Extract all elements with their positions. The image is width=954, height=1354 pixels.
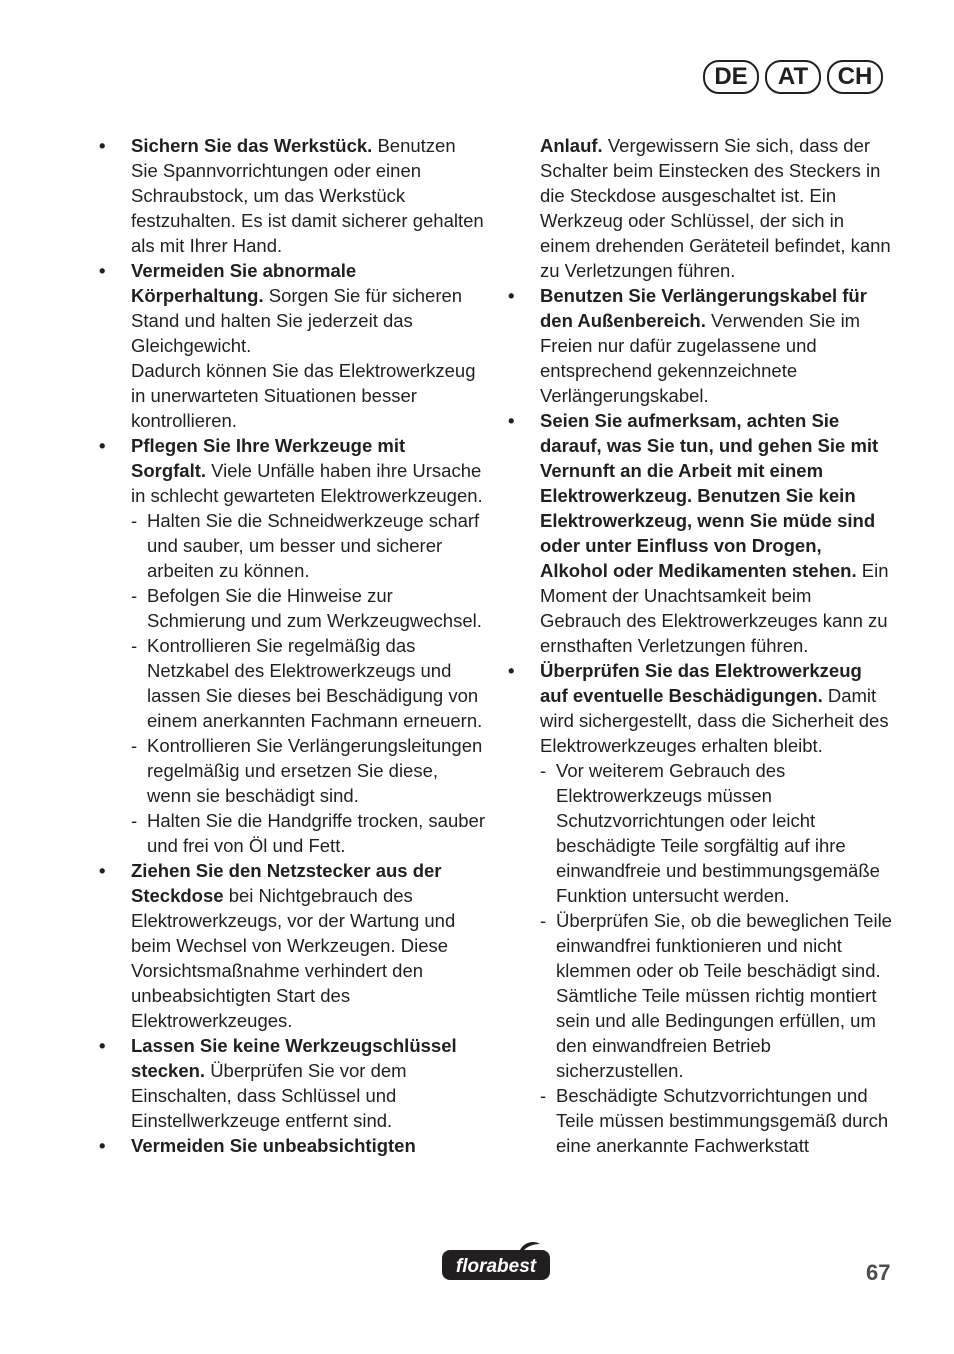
list-item-secure-workpiece [99, 133, 485, 258]
item-text-extra: Dadurch können Sie das Elektrowerkzeug in unerwarteten Situationen besser kontrollieren. [131, 360, 476, 431]
sub-item-text: Befolgen Sie die Hinweise zur Schmierung und zum Werkzeugwechsel. [147, 585, 482, 631]
sub-item-text: Kontrollieren Sie regelmäßig das Netzkabel des Elektrowerkzeugs und lassen Sie dieses bei Beschädigung von einem anerkannten Fachmann erneuern. [147, 635, 483, 731]
list-item-posture [99, 258, 485, 433]
sub-item [131, 508, 485, 583]
sub-item-text: Vor weiterem Gebrauch des Elektrowerkzeugs müssen Schutzvorrichtungen oder leicht beschädigte Teile sorgfältig auf ihre einwandfreie und bestimmungsgemäße Funktion untersucht werden. [556, 760, 880, 906]
badge-ch: CH [827, 60, 883, 94]
bullet-icon: • [508, 660, 515, 681]
leaf-icon [520, 1242, 540, 1250]
list-item-maintain-tools [99, 433, 485, 858]
left-column [99, 133, 485, 1158]
list-item-check-damage [508, 658, 892, 1158]
dash-icon: - [131, 735, 138, 756]
list-item-extension-cable [508, 283, 892, 408]
item-heading: Lassen Sie keine Werkzeugschlüssel stecken. [131, 1035, 457, 1081]
item-heading: Sichern Sie das Werkstück. [131, 135, 373, 156]
item-text: Vergewissern Sie sich, dass der Schalter beim Einstecken des Steckers in die Steckdose ausgeschaltet ist. Ein Werkzeug oder Schlüssel, der sich in einem drehenden Geräteteil befindet, kann zu Verletzungen führen. [540, 135, 891, 281]
page-number: 67 [866, 1260, 891, 1285]
item-heading: Seien Sie aufmerksam, achten Sie darauf, was Sie tun, und gehen Sie mit Vernunft an die Arbeit mit einem Elektrowerkzeug. Benutzen Sie kein Elektrowerkzeug, wenn Sie müde sind oder unter Einfluss von Drogen, Alkohol oder Medikamenten stehen. [540, 410, 879, 581]
item-heading: Benutzen Sie Verlängerungskabel für den Außenbereich. [540, 285, 867, 331]
logo-text: florabest [455, 1256, 537, 1277]
dash-icon: - [540, 910, 547, 931]
sub-item [131, 633, 485, 733]
item-text: Ein Moment der Unachtsamkeit beim Gebrauch des Elektrowerkzeuges kann zu ernsthaften Verletzungen führen. [540, 560, 889, 656]
bullet-icon: • [508, 285, 515, 306]
sub-item-text: Beschädigte Schutzvorrichtungen und Teile müssen bestimmungsgemäß durch eine anerkannte Fachwerkstatt [556, 1085, 889, 1156]
bullet-icon: • [99, 860, 106, 881]
bullet-icon: • [99, 1035, 106, 1056]
country-badges [703, 60, 883, 94]
item-heading: Vermeiden Sie abnormale Körperhaltung. [131, 260, 357, 306]
right-column [508, 133, 892, 1158]
dash-icon: - [540, 760, 547, 781]
dash-icon: - [540, 1085, 547, 1106]
bullet-icon: • [508, 410, 515, 431]
list-item-be-attentive [508, 408, 892, 658]
item-text: Sorgen Sie für sicheren Stand und halten Sie jederzeit das Gleichgewicht. [131, 285, 463, 356]
sub-item [540, 758, 892, 908]
item-text: Überprüfen Sie vor dem Einschalten, dass Schlüssel und Einstellwerkzeuge entfernt sind. [131, 1060, 407, 1131]
badge-de: DE [703, 60, 759, 94]
item-text: Verwenden Sie im Freien nur dafür zugelassene und entsprechend gekennzeichnete Verlängerungskabel. [540, 310, 861, 406]
dash-icon: - [131, 635, 138, 656]
bullet-icon: • [99, 435, 106, 456]
sub-item-text: Halten Sie die Schneidwerkzeuge scharf und sauber, um besser und sicherer arbeiten zu können. [147, 510, 480, 581]
item-text: Viele Unfälle haben ihre Ursache in schlecht gewarteten Elektrowerkzeugen. [131, 460, 483, 506]
item-heading: Anlauf. [540, 135, 603, 156]
item-heading: Pflegen Sie Ihre Werkzeuge mit Sorgfalt. [131, 435, 406, 481]
bullet-icon: • [99, 135, 106, 156]
florabest-logo [440, 1240, 552, 1284]
list-item-avoid-start-continued [508, 133, 892, 283]
sub-item [131, 808, 485, 858]
bullet-icon: • [99, 260, 106, 281]
list-item-unplug [99, 858, 485, 1033]
bullet-icon: • [99, 1135, 106, 1156]
item-heading: Vermeiden Sie unbeabsichtigten [131, 1135, 416, 1156]
dash-icon: - [131, 510, 138, 531]
list-item-remove-keys [99, 1033, 485, 1133]
sub-item [540, 1083, 892, 1158]
item-text: bei Nichtgebrauch des Elektrowerkzeugs, vor der Wartung und beim Wechsel von Werkzeugen. Diese Vorsichtsmaßnahme verhindert den unbeabsichtigten Start des Elektrowerkzeuges. [131, 885, 456, 1031]
dash-icon: - [131, 810, 138, 831]
item-heading: Ziehen Sie den Netzstecker aus der Steckdose [131, 860, 442, 906]
item-text: Damit wird sichergestellt, dass die Sicherheit des Elektrowerkzeuges erhalten bleibt. [540, 685, 889, 756]
item-heading: Überprüfen Sie das Elektrowerkzeug auf eventuelle Beschädigungen. [540, 660, 862, 706]
sub-item-text: Überprüfen Sie, ob die beweglichen Teile einwandfrei funktionieren und nicht klemmen oder ob Teile beschädigt sind. Sämtliche Teile müssen richtig montiert sein und alle Bedingungen erfüllen, um den einwandfreien Betrieb sicherzustellen. [556, 910, 892, 1081]
badge-at: AT [765, 60, 821, 94]
dash-icon: - [131, 585, 138, 606]
item-text: Benutzen Sie Spannvorrichtungen oder einen Schraubstock, um das Werkstück festzuhalten. Es ist damit sicherer gehalten als mit Ihrer Hand. [131, 135, 484, 256]
sub-item [131, 583, 485, 633]
sub-item-text: Kontrollieren Sie Verlängerungsleitungen regelmäßig und ersetzen Sie diese, wenn sie beschädigt sind. [147, 735, 483, 806]
sub-item-text: Halten Sie die Handgriffe trocken, sauber und frei von Öl und Fett. [147, 810, 485, 856]
list-item-avoid-start [99, 1133, 485, 1158]
sub-item [131, 733, 485, 808]
sub-item [540, 908, 892, 1083]
